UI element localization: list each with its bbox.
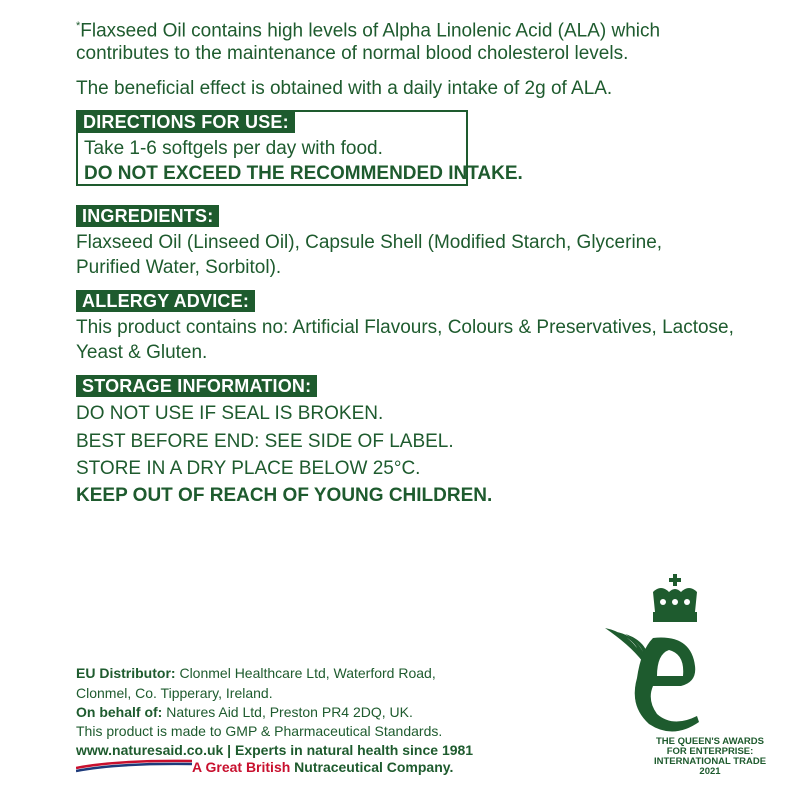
directions-box <box>76 110 523 186</box>
company-tagline: A Great British Nutraceutical Company. <box>192 759 454 775</box>
award-line-3: INTERNATIONAL TRADE <box>653 756 767 767</box>
award-line-1: THE QUEEN'S AWARDS <box>655 736 764 747</box>
storage-line-1: DO NOT USE IF SEAL IS BROKEN. <box>76 403 384 424</box>
storage-line-2: BEST BEFORE END: SEE SIDE OF LABEL. <box>76 431 454 452</box>
queens-award-emblem-icon <box>595 570 715 735</box>
ingredients-text: Flaxseed Oil (Linseed Oil), Capsule Shell (Modified Starch, Glycerine, Purified Water, Sorbitol). <box>76 232 663 278</box>
award-caption <box>640 737 780 777</box>
eu-distributor-label: EU Distributor: <box>76 665 176 681</box>
website-link[interactable]: www.naturesaid.co.uk | Experts in natural health since 1981 <box>76 742 474 758</box>
on-behalf-label: On behalf of: <box>76 704 163 720</box>
intro-line-3: The beneficial effect is obtained with a daily intake of 2g of ALA. <box>76 78 613 99</box>
directions-warning: DO NOT EXCEED THE RECOMMENDED INTAKE. <box>84 163 523 184</box>
gmp-statement: This product is made to GMP & Pharmaceutical Standards. <box>76 723 443 739</box>
award-e-wing <box>605 628 699 732</box>
directions-line-1: Take 1-6 softgels per day with food. <box>84 138 383 159</box>
storage-line-3: STORE IN A DRY PLACE BELOW 25°C. <box>76 458 421 479</box>
award-line-2: FOR ENTERPRISE: <box>666 746 754 757</box>
storage-heading-wrap <box>76 375 317 397</box>
allergy-heading: ALLERGY ADVICE: <box>76 290 255 312</box>
storage-warning: KEEP OUT OF REACH OF YOUNG CHILDREN. <box>76 485 493 506</box>
eu-distributor-line-2: Clonmel, Co. Tipperary, Ireland. <box>76 685 273 701</box>
union-flag-stripes <box>76 758 192 774</box>
intro-line-1: *Flaxseed Oil contains high levels of Alpha Linolenic Acid (ALA) which <box>76 20 661 42</box>
ingredients-heading: INGREDIENTS: <box>76 205 219 227</box>
allergy-heading-wrap <box>76 290 255 312</box>
award-year: 2021 <box>699 766 721 777</box>
directions-heading: DIRECTIONS FOR USE: <box>77 111 295 133</box>
intro-line-2: contributes to the maintenance of normal blood cholesterol levels. <box>76 43 629 64</box>
asterisk: * <box>76 20 81 32</box>
allergy-text: This product contains no: Artificial Flavours, Colours & Preservatives, Lactose, Yeast & Gluten. <box>76 317 734 363</box>
ingredients-heading-wrap <box>76 205 219 227</box>
on-behalf-of: On behalf of: Natures Aid Ltd, Preston PR4 2DQ, UK. <box>76 704 413 720</box>
crown-icon <box>653 574 697 622</box>
storage-heading: STORAGE INFORMATION: <box>76 375 317 397</box>
eu-distributor: EU Distributor: Clonmel Healthcare Ltd, Waterford Road, <box>76 665 436 681</box>
